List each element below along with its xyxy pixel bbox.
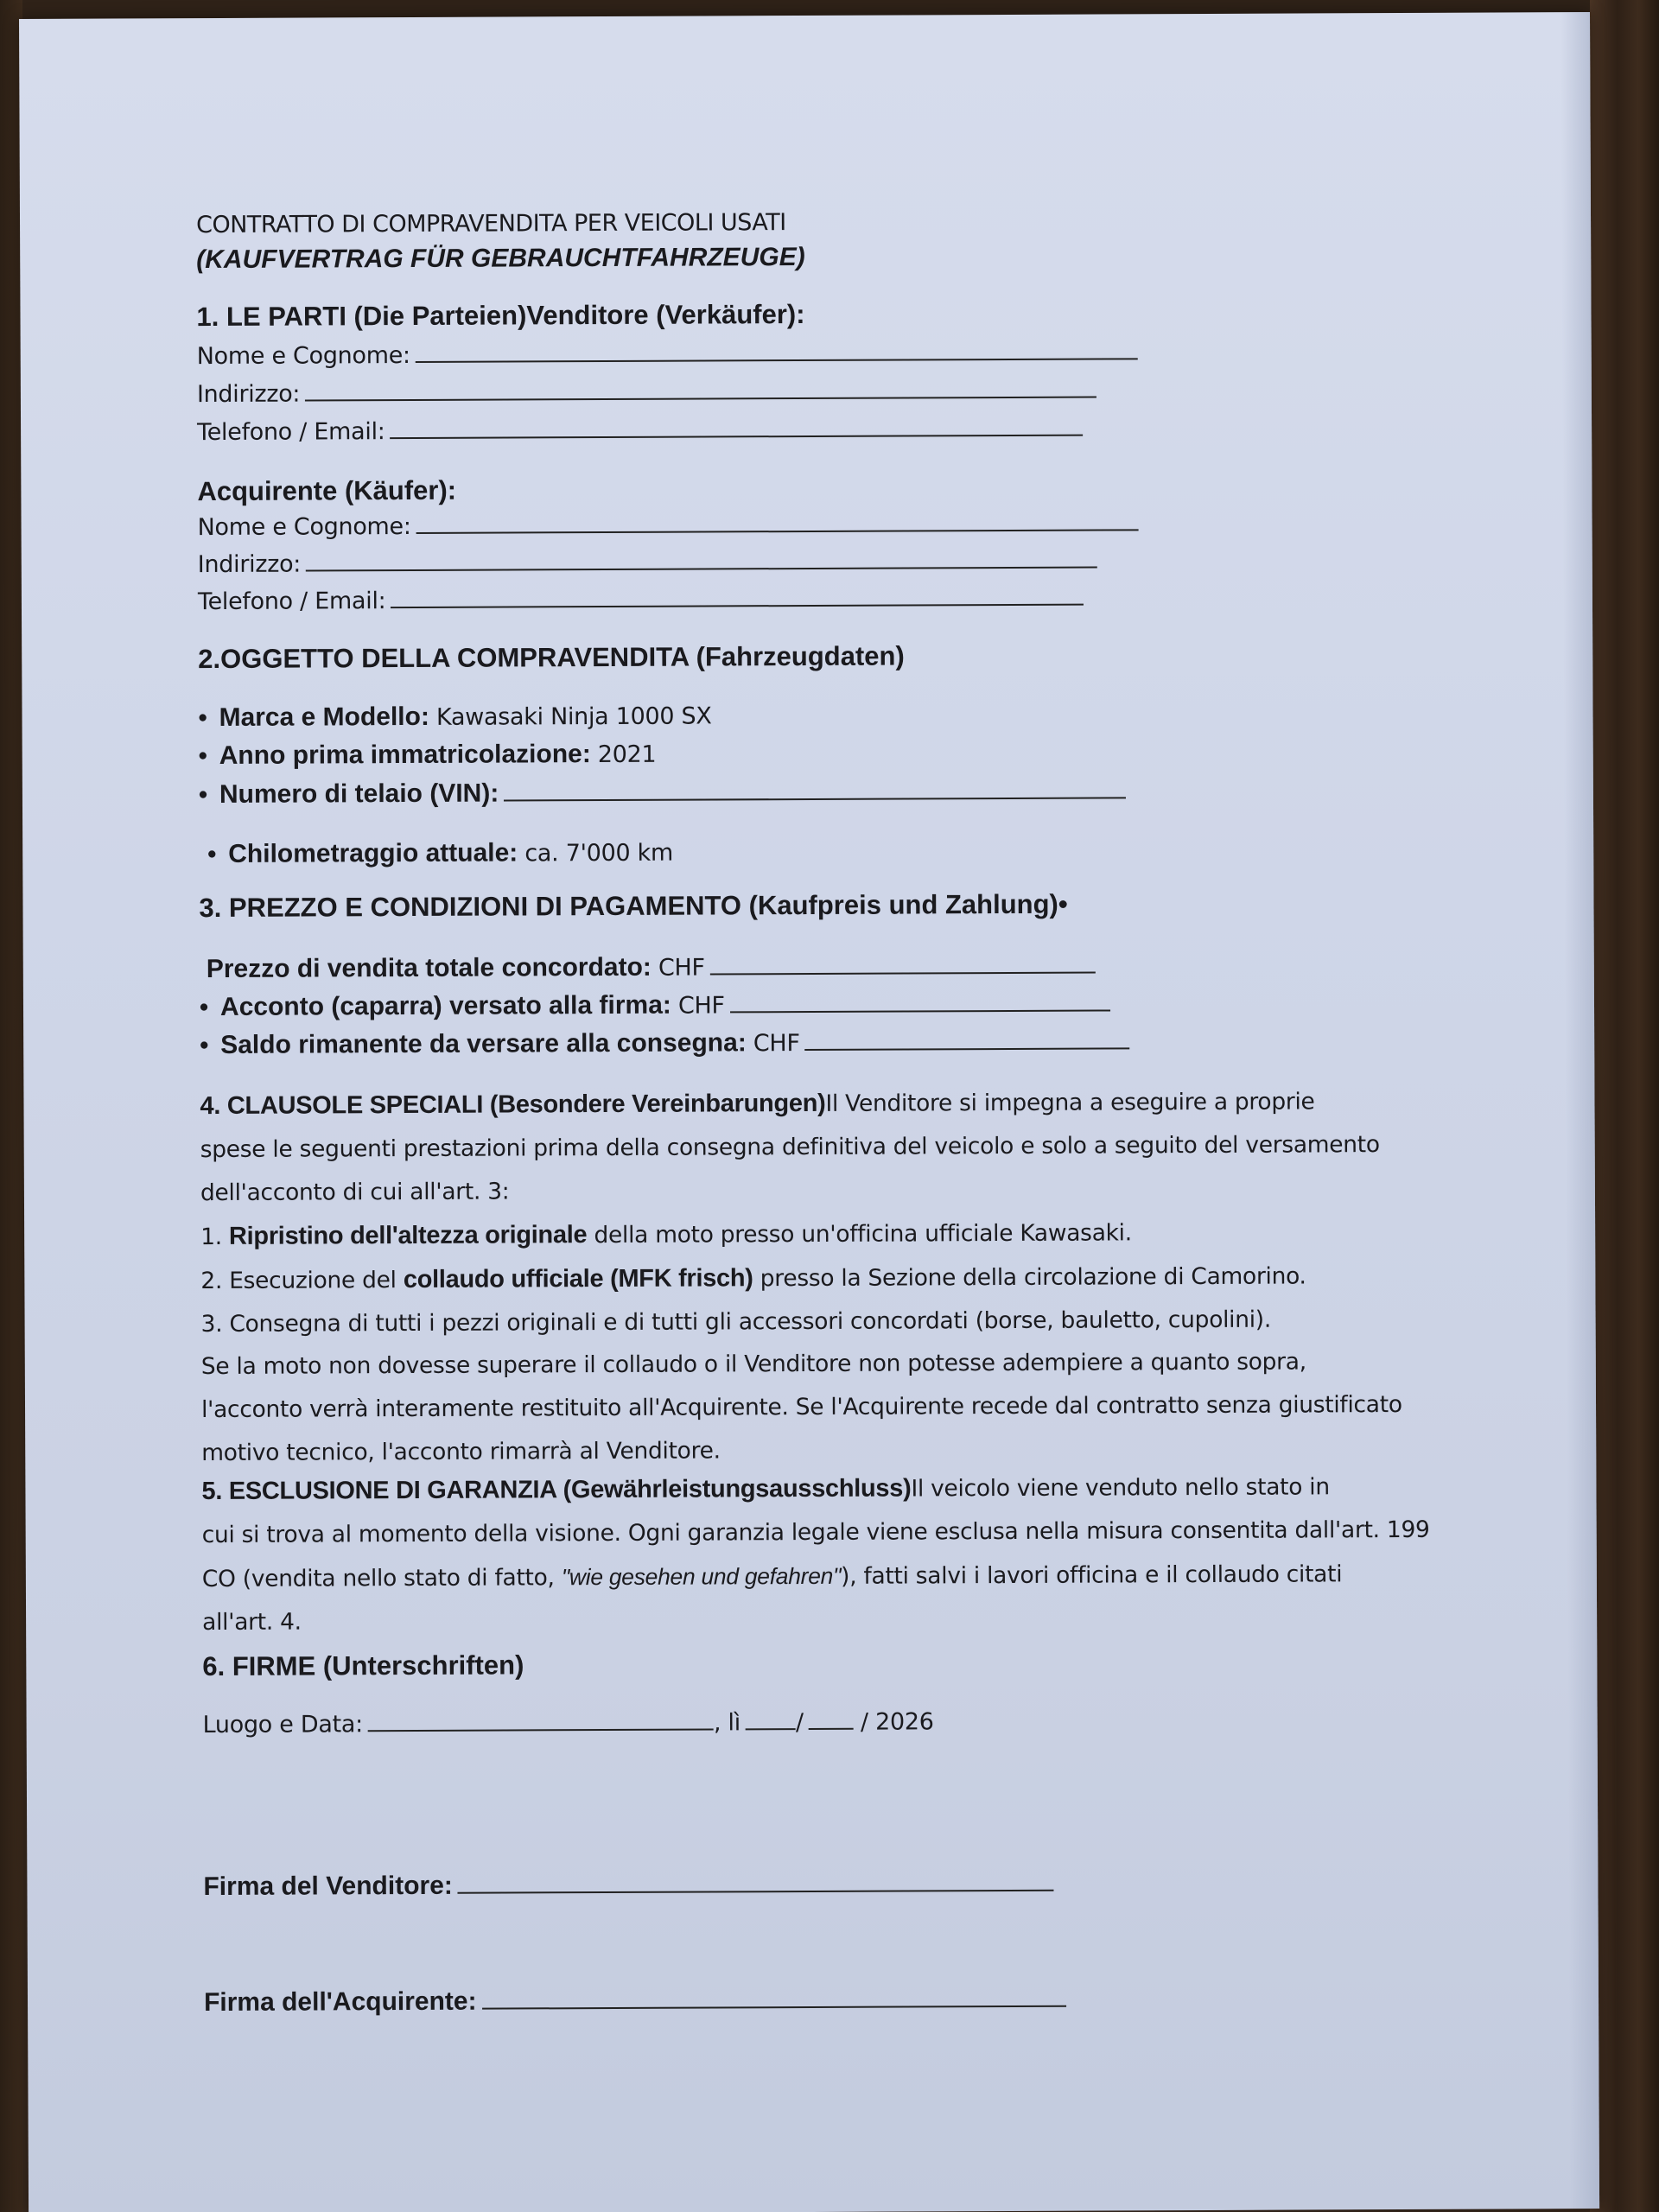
clause-item-3: 3. Consegna di tutti i pezzi originali e di tutti gli accessori concordati (borse, bauletto, cupolini). — [200, 1306, 1272, 1338]
buyer-contact-field[interactable] — [391, 582, 1084, 608]
buyer-address-row — [198, 544, 1097, 582]
wood-background-left — [0, 0, 22, 2212]
section-4-intro-3: dell'acconto di cui all'art. 3: — [200, 1178, 510, 1207]
vin-label: Numero di telaio (VIN): — [219, 779, 499, 809]
note-line-1: Se la moto non dovesse superare il collaudo o il Venditore non potesse adempiere a quanto sopra, — [200, 1348, 1306, 1381]
place-date-row — [203, 1705, 934, 1741]
registration-year-value: 2021 — [597, 741, 657, 769]
title-italian: CONTRATTO DI COMPRAVENDITA PER VEICOLI USATI — [195, 209, 786, 239]
clause-item-2: 2. Esecuzione del collaudo ufficiale (MFK frisch) presso la Sezione della circolazione di Camorino. — [200, 1262, 1306, 1295]
buyer-name-row — [197, 506, 1138, 543]
buyer-address-field[interactable] — [306, 544, 1097, 572]
day-field[interactable] — [746, 1706, 796, 1730]
bullet-icon: • — [200, 1032, 209, 1060]
clause-item-1: 1. Ripristino dell'altezza originale della moto presso un'officina ufficiale Kawasaki. — [200, 1219, 1132, 1251]
total-price-row — [207, 950, 1096, 986]
quoted-phrase: "wie gesehen und gefahren" — [561, 1562, 842, 1591]
seller-signature-row — [203, 1867, 1054, 1903]
month-field[interactable] — [809, 1706, 854, 1730]
bullet-icon: • — [199, 994, 209, 1022]
section-3-heading: 3. PREZZO E CONDIZIONI DI PAGAMENTO (Kaufpreis und Zahlung)• — [199, 888, 1068, 924]
make-model-label: Marca e Modello: — [219, 702, 429, 732]
deposit-row — [200, 987, 1110, 1024]
contract-content — [195, 194, 1527, 2018]
section-5-line-1: 5. ESCLUSIONE DI GARANZIA (Gewährleistungsausschluss)Il veicolo viene venduto nello stato in — [201, 1473, 1330, 1506]
seller-signature-field[interactable] — [458, 1867, 1054, 1894]
deposit-label: Acconto (caparra) versato alla firma: — [219, 990, 671, 1021]
deposit-field[interactable] — [730, 987, 1110, 1013]
currency-label: CHF — [658, 954, 705, 982]
buyer-contact-row — [198, 582, 1084, 618]
date-year: / 2026 — [860, 1708, 934, 1736]
section-2-heading: 2.OGGETTO DELLA COMPRAVENDITA (Fahrzeugdaten) — [198, 640, 905, 675]
section-6-heading: 6. FIRME (Unterschriften) — [202, 1649, 524, 1682]
bullet-icon: • — [207, 840, 217, 869]
buyer-contact-label: Telefono / Email: — [197, 588, 386, 616]
wood-background-right — [1590, 0, 1659, 2212]
currency-label: CHF — [677, 992, 725, 1020]
make-model-row — [198, 700, 711, 734]
mileage-label: Chilometraggio attuale: — [228, 838, 518, 868]
section-4-intro-2: spese le seguenti prestazioni prima della consegna definitiva del veicolo e solo a seguito del versamento — [200, 1131, 1380, 1164]
seller-signature-label: Firma del Venditore: — [203, 1871, 453, 1902]
title-german: (KAUFVERTRAG FÜR GEBRAUCHTFAHRZEUGE) — [196, 242, 805, 275]
section-1-heading: 1. LE PARTI (Die Parteien)Venditore (Verkäufer): — [196, 299, 805, 333]
buyer-signature-row — [204, 1983, 1066, 2018]
vin-field[interactable] — [504, 774, 1126, 801]
buyer-address-label: Indirizzo: — [197, 550, 302, 579]
section-4-heading: 4. CLAUSOLE SPECIALI (Besondere Vereinbarungen) — [200, 1089, 826, 1121]
seller-contact-field[interactable] — [390, 412, 1083, 439]
buyer-name-field[interactable] — [416, 506, 1139, 534]
currency-label: CHF — [753, 1030, 800, 1058]
seller-name-label: Nome e Cognome: — [196, 341, 410, 371]
section-4-intro-1: Il Venditore si impegna a eseguire a proprie — [825, 1088, 1315, 1117]
registration-year-label: Anno prima immatricolazione: — [219, 740, 591, 770]
buyer-signature-field[interactable] — [481, 1983, 1065, 2010]
total-price-field[interactable] — [710, 950, 1096, 976]
bullet-icon: • — [198, 781, 208, 810]
section-4-line-1 — [200, 1078, 1530, 1128]
place-date-label: Luogo e Data: — [202, 1711, 364, 1739]
seller-address-row — [197, 374, 1096, 411]
paper-sheet — [19, 12, 1599, 2212]
date-separator: , lì — [713, 1709, 741, 1737]
bullet-icon: • — [198, 742, 207, 771]
buyer-heading: Acquirente (Käufer): — [197, 474, 457, 507]
section-5-line-4: all'art. 4. — [202, 1608, 302, 1637]
balance-field[interactable] — [805, 1025, 1130, 1051]
seller-address-label: Indirizzo: — [196, 380, 301, 409]
balance-row — [200, 1025, 1130, 1062]
date-slash: / — [795, 1709, 804, 1737]
section-5-block — [201, 1464, 1533, 1644]
section-5-heading: 5. ESCLUSIONE DI GARANZIA (Gewährleistungsausschluss) — [201, 1474, 912, 1506]
total-price-label: Prezzo di vendita totale concordato: — [206, 952, 652, 984]
section-4-block — [200, 1078, 1531, 1346]
vin-row — [199, 774, 1127, 810]
bullet-icon: • — [198, 704, 207, 733]
make-model-value: Kawasaki Ninja 1000 SX — [435, 702, 712, 731]
seller-contact-label: Telefono / Email: — [197, 418, 385, 447]
seller-contact-row — [197, 412, 1084, 448]
section-5-line-3: CO (vendita nello stato di fatto, "wie gesehen und gefahren"), fatti salvi i lavori officina e il collaudo citati — [201, 1560, 1343, 1593]
seller-address-field[interactable] — [305, 374, 1096, 402]
mileage-row — [207, 837, 673, 871]
note-line-2: l'acconto verrà interamente restituito all'Acquirente. Se l'Acquirente recede dal contratto senza giustificato — [200, 1390, 1402, 1424]
seller-name-field[interactable] — [416, 335, 1138, 363]
mileage-value: ca. 7'000 km — [524, 839, 674, 868]
section-5-line-2: cui si trova al momento della visione. Ogni garanzia legale viene esclusa nella misura consentita dall'art. 199 — [201, 1516, 1430, 1549]
registration-year-row — [199, 739, 657, 772]
buyer-name-label: Nome e Cognome: — [197, 512, 411, 542]
place-field[interactable] — [368, 1706, 714, 1732]
note-line-3: motivo tecnico, l'acconto rimarrà al Venditore. — [201, 1437, 721, 1467]
buyer-signature-label: Firma dell'Acquirente: — [203, 1986, 477, 2018]
seller-name-row — [197, 335, 1138, 372]
balance-label: Saldo rimanente da versare alla consegna: — [220, 1028, 747, 1059]
section-4-note — [201, 1339, 1533, 1475]
